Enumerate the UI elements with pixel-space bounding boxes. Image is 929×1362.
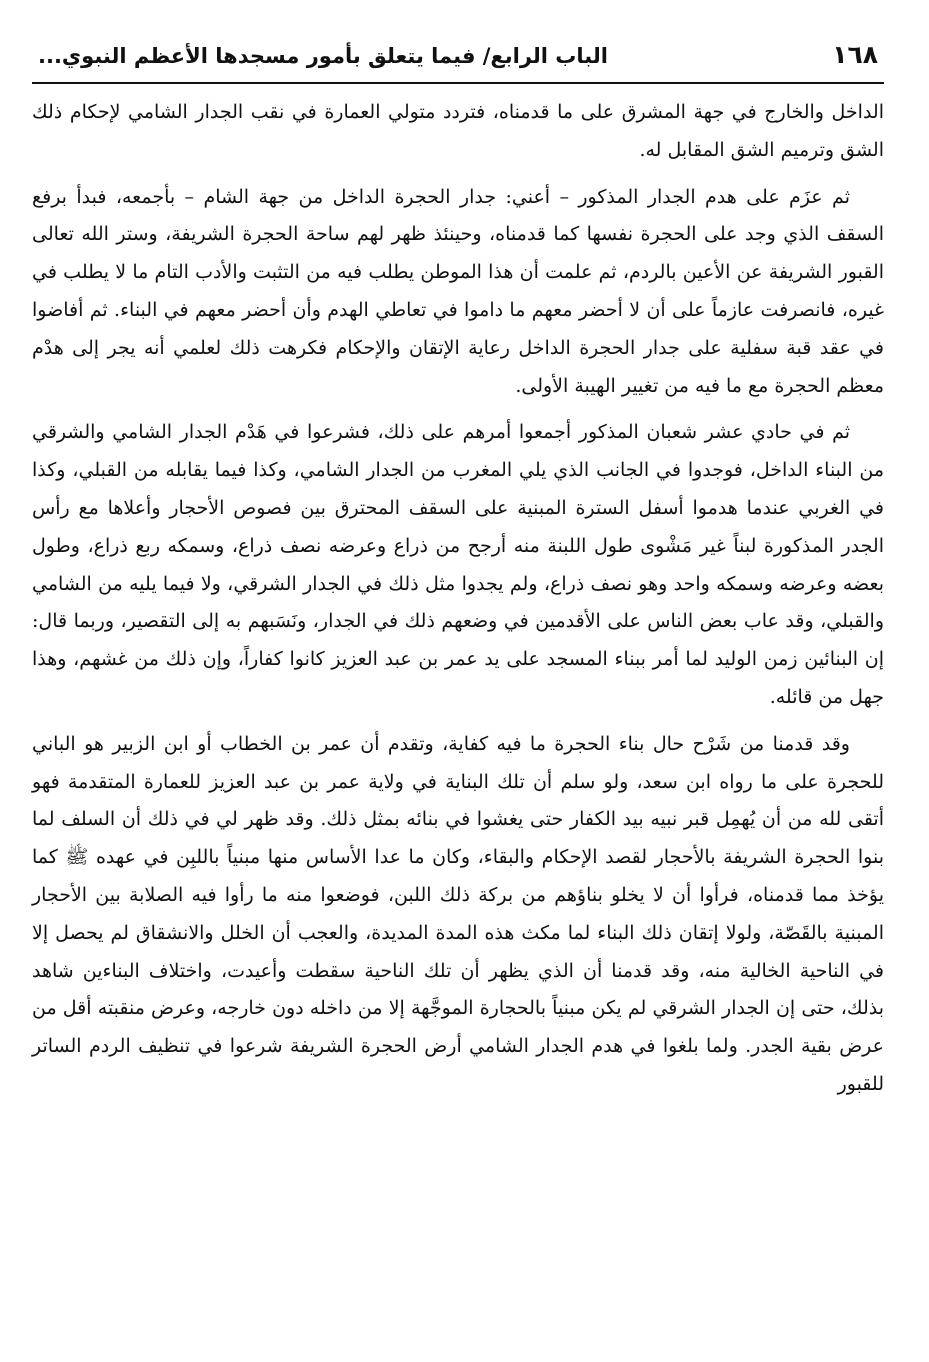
- book-page: [32, 40, 884, 1104]
- page-number: ١٦٨: [832, 40, 878, 69]
- body-text: [32, 94, 884, 1104]
- running-header: [32, 40, 884, 84]
- paragraph-3: ثم في حادي عشر شعبان المذكور أجمعوا أمرهم على ذلك، فشرعوا في هَدْم الجدار الشامي والشرقي من البناء الداخل، فوجدوا في الجانب الذي يلي المغرب من الجدار الشامي، وكذا فيما يقابله من القبلي، وكذا في الغربي عندما هدموا أسفل السترة المبنية على السقف المحترق بين فصوص الأحجار وأعلاها مع رأس الجدر المذكورة لبناً غير مَشْوى طول اللبنة منه أرجح من ذراع وعرضه نصف ذراع، وسمكه ربع ذراع، وطول بعضه وعرضه وسمكه واحد وهو نصف ذراع، ولم يجدوا مثل ذلك في الجدار الشرقي، ولا فيما يليه من الشامي والقبلي، وقد عاب بعض الناس على الأقدمين في وضعهم ذلك في الجدار، ونَسَبهم به إلى التقصير، وربما قال: إن البنائين زمن الوليد لما أمر ببناء المسجد على يد عمر بن عبد العزيز كانوا كفاراً، وإن ذلك من غشهم، وهذا جهل من قائله.: [32, 421, 885, 708]
- paragraph-1: الداخل والخارج في جهة المشرق على ما قدمناه، فتردد متولي العمارة في نقب الجدار الشامي لإحكام ذلك الشق وترميم الشق المقابل له.: [32, 101, 884, 161]
- paragraph-2: ثم عزَم على هدم الجدار المذكور – أعني: جدار الحجرة الداخل من جهة الشام – بأجمعه، فبدأ برفع السقف الذي وجد على الحجرة نفسها كما قدمناه، وحينئذ ظهر لهم ساحة الحجرة الشريفة، وستر الله تعالى القبور الشريفة عن الأعين بالردم، ثم علمت أن هذا الموطن يطلب فيه من التثبت والأدب التام ما لا يطلب في غيره، فانصرفت عازماً على أن لا أحضر معهم ما داموا في تعاطي الهدم وأن أحضر معهم في البناء. ثم أفاضوا في عقد قبة سفلية على جدار الحجرة الداخل رعاية الإتقان والإحكام فكرهت ذلك لعلمي أنه يجر إلى هدْم معظم الحجرة مع ما فيه من تغيير الهيبة الأولى.: [32, 185, 884, 397]
- chapter-title: الباب الرابع/ فيما يتعلق بأمور مسجدها الأعظم النبوي...: [38, 44, 608, 68]
- paragraph-4: وقد قدمنا من شَرْح حال بناء الحجرة ما فيه كفاية، وتقدم أن عمر بن الخطاب أو ابن الزبير هو الباني للحجرة على ما رواه ابن سعد، ولو سلم أن تلك البناية في ولاية عمر بن عبد العزيز للعمارة المتقدمة فهو أتقى لله من أن يُهمِل قبر نبيه بيد الكفار حتى يغشوا في بنائه بمثل ذلك. وقد ظهر لي في ذلك أن السلف لما بنوا الحجرة الشريفة بالأحجار لقصد الإحكام والبقاء، وكان ما عدا الأساس منها مبنياً باللبِن في عهده ﷺ كما يؤخذ مما قدمناه، فرأوا أن لا يخلو بناؤهم من بركة ذلك اللبن، فوضعوا منه ما رأوا فيه الصلابة بين الأحجار المبنية بالقَصّة، ولولا إتقان ذلك البناء لما مكث هذه المدة المديدة، والعجب أن الخلل والانشقاق لم يحصل إلا في الناحية الخالية منه، وقد قدمنا أن الذي يظهر أن تلك الناحية سقطت وأعيدت، واختلاف البناءين شاهد بذلك، حتى إن الجدار الشرقي لم يكن مبنياً بالحجارة الموجَّهة إلا من داخله دون خارجه، وعرض منقبته أقل من عرض بقية الجدر. ولما بلغوا في هدم الجدار الشامي أرض الحجرة الشريفة شرعوا في تنظيف الردم الساتر للقبور: [32, 732, 884, 1095]
